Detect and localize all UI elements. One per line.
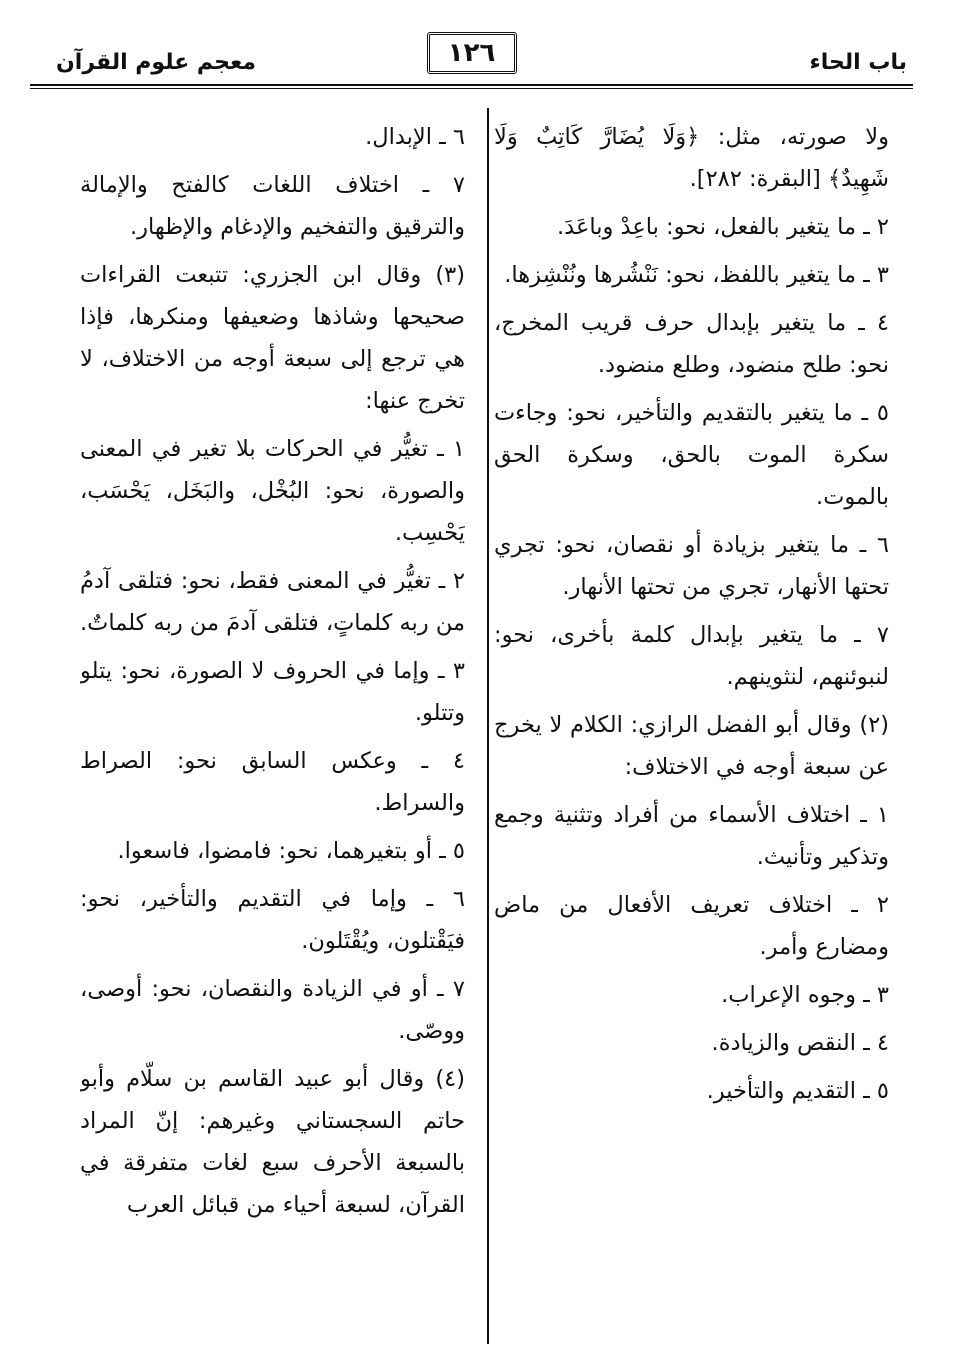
paragraph: ٣ ـ ما يتغير باللفظ، نحو: نَنْشُرها ونُنْشِزها. <box>504 262 889 288</box>
paragraph: ٢ ـ اختلاف تعريف الأفعال من ماض ومضارع وأمر. <box>494 892 889 960</box>
paragraph: ٥ ـ التقديم والتأخير. <box>706 1078 889 1104</box>
paragraph: (٤) وقال أبو عبيد القاسم بن سلّام وأبو حاتم السجستاني وغيرهم: إنّ المراد بالسبعة الأحرف سبع لغات متفرقة في القرآن، لسبعة أحياء من قبائل العرب <box>80 1066 465 1218</box>
paragraph: ٢ ـ ما يتغير بالفعل، نحو: باعِدْ وباعَدَ. <box>557 214 889 240</box>
header-rule <box>30 84 913 86</box>
paragraph: ٧ ـ ما يتغير بإبدال كلمة بأخرى، نحو: لنبوئنهم، لنثوينهم. <box>494 622 889 690</box>
column-divider <box>487 108 489 1344</box>
paragraph: ٥ ـ ما يتغير بالتقديم والتأخير، نحو: وجاءت سكرة الموت بالحق، وسكرة الحق بالموت. <box>494 400 889 510</box>
chapter-title: باب الحاء <box>809 50 907 75</box>
paragraph: ٢ ـ تغيُّر في المعنى فقط، نحو: فتلقى آدمُ من ربه كلماتٍ، فتلقى آدمَ من ربه كلماتٌ. <box>80 568 465 636</box>
paragraph: ٤ ـ ما يتغير بإبدال حرف قريب المخرج، نحو: طلح منضود، وطلع منضود. <box>494 310 889 378</box>
paragraph: ولا صورته، مثل: ﴿وَلَا يُضَارَّ كَاتِبٌ وَلَا شَهِيدٌ﴾ [البقرة: ٢٨٢]. <box>494 124 889 192</box>
paragraph: ٣ ـ وجوه الإعراب. <box>721 982 889 1008</box>
right-text-column <box>494 116 889 1356</box>
left-text-column <box>80 116 465 1356</box>
book-title: معجم علوم القرآن <box>56 50 257 75</box>
paragraph: (٢) وقال أبو الفضل الرازي: الكلام لا يخرج عن سبعة أوجه في الاختلاف: <box>494 712 889 780</box>
paragraph: ٦ ـ وإما في التقديم والتأخير، نحو: فيَقْتلون، ويُقْتَلون. <box>80 886 465 954</box>
page-number-box <box>427 32 517 74</box>
paragraph: (٣) وقال ابن الجزري: تتبعت القراءات صحيحها وشاذها وضعيفها ومنكرها، فإذا هي ترجع إلى سبعة أوجه من الاختلاف، لا تخرج عنها: <box>80 262 465 414</box>
paragraph: ١ ـ اختلاف الأسماء من أفراد وتثنية وجمع وتذكير وتأنيث. <box>494 802 889 870</box>
paragraph: ٤ ـ وعكس السابق نحو: الصراط والسراط. <box>80 748 465 816</box>
paragraph: ٥ ـ أو بتغيرهما، نحو: فامضوا، فاسعوا. <box>117 838 465 864</box>
page-number: ١٢٦ <box>447 38 496 68</box>
paragraph: ٦ ـ ما يتغير بزيادة أو نقصان، نحو: تجري تحتها الأنهار، تجري من تحتها الأنهار. <box>494 532 889 600</box>
header-rule-thin <box>30 88 913 89</box>
paragraph: ٧ ـ أو في الزيادة والنقصان، نحو: أوصى، ووصّى. <box>80 976 465 1044</box>
page-header <box>30 30 913 96</box>
paragraph: ٦ ـ الإبدال. <box>365 124 465 150</box>
paragraph: ٤ ـ النقص والزيادة. <box>711 1030 889 1056</box>
paragraph: ١ ـ تغيُّر في الحركات بلا تغير في المعنى والصورة، نحو: البُخْل، والبَخَل، يَحْسَب، يَحْسِب. <box>80 436 465 546</box>
paragraph: ٣ ـ وإما في الحروف لا الصورة، نحو: يتلو وتتلو. <box>80 658 465 726</box>
paragraph: ٧ ـ اختلاف اللغات كالفتح والإمالة والترقيق والتفخيم والإدغام والإظهار. <box>80 172 465 240</box>
